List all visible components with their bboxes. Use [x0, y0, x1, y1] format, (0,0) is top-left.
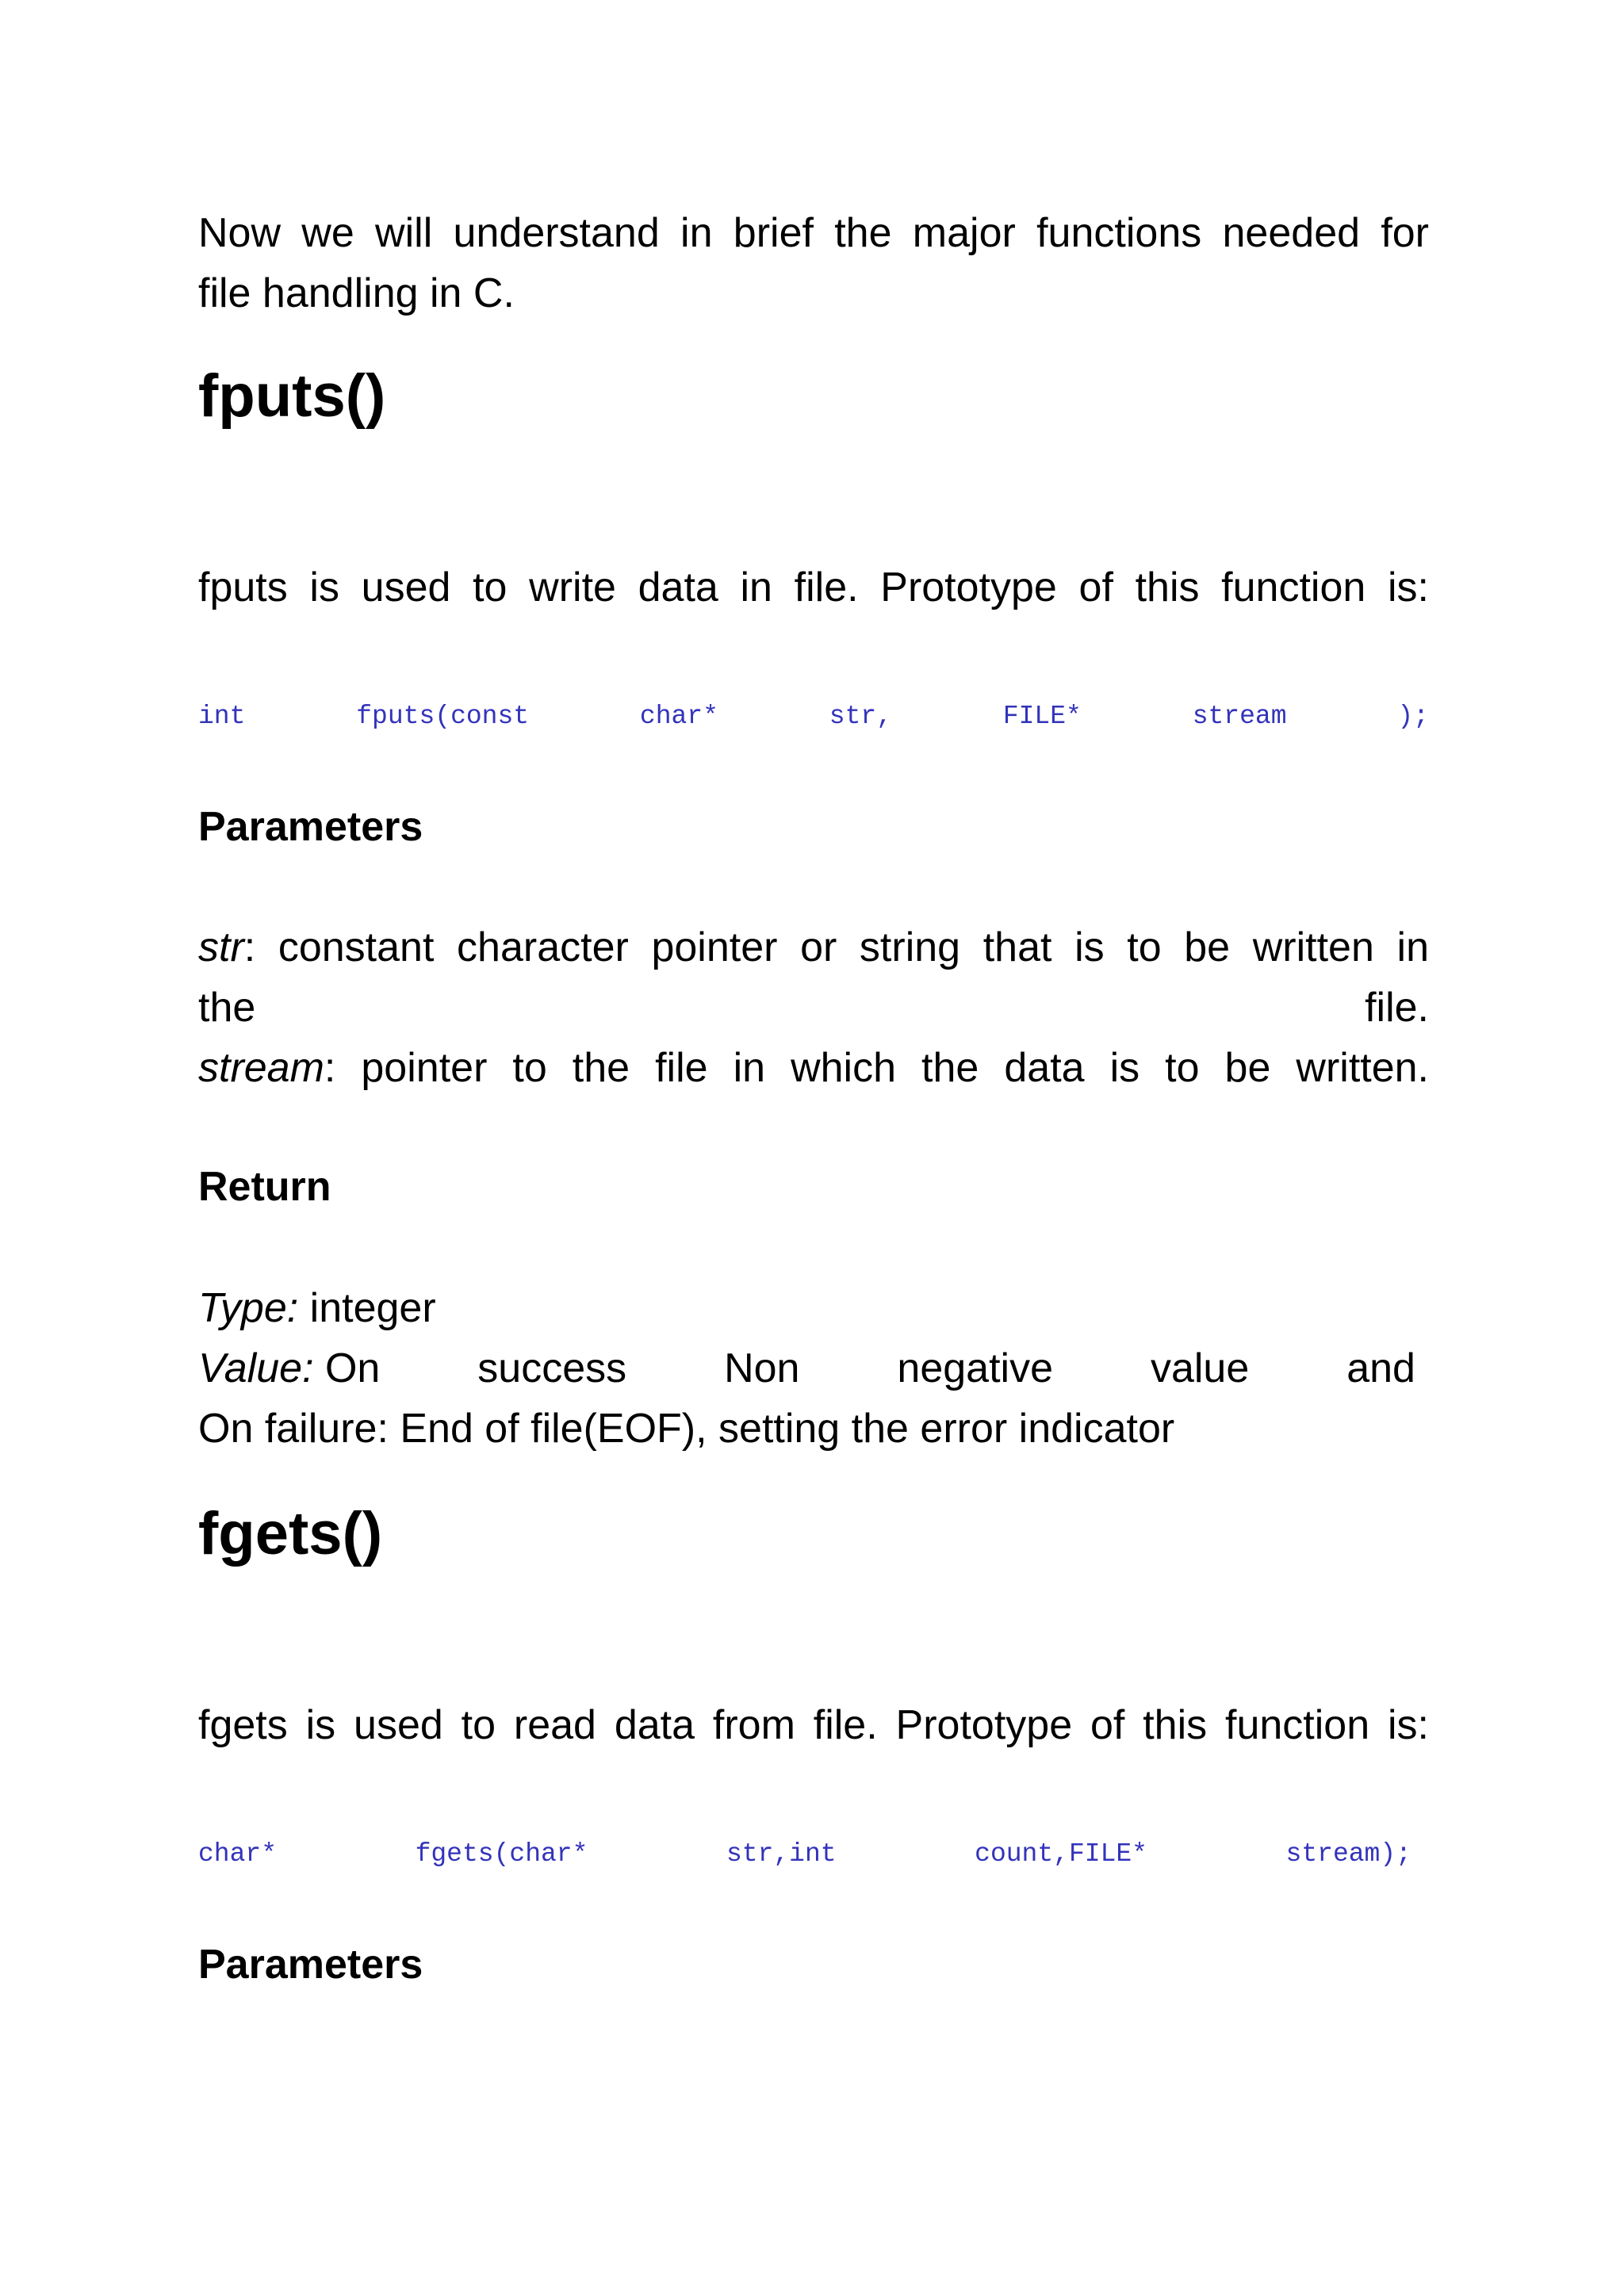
- fputs-heading-block: [198, 361, 1429, 432]
- value-token: success: [477, 1345, 627, 1391]
- param-str-continuation: [198, 978, 1429, 1038]
- fputs-return-heading-block: [198, 1159, 1429, 1215]
- return-type-line: [198, 1278, 1429, 1338]
- param-stream-desc: : pointer to the file in which the data is to be written.: [324, 1045, 1429, 1091]
- fputs-description: fputs is used to write data in file. Prototype of this function is:: [198, 564, 1429, 610]
- code-token: fputs(const: [356, 702, 530, 731]
- param-str-desc: : constant character pointer or string that is to be written in: [243, 924, 1429, 970]
- param-str-name: str: [198, 924, 244, 970]
- code-token: char*: [639, 702, 718, 731]
- fgets-heading-block: [198, 1498, 1429, 1570]
- code-token: FILE*: [1002, 702, 1082, 731]
- return-failure-text: On failure: End of file(EOF), setting the error indicator: [198, 1406, 1175, 1452]
- fputs-return-details: [198, 1278, 1429, 1459]
- code-token: fgets(char*: [415, 1839, 588, 1869]
- fputs-prototype: [198, 699, 1429, 734]
- fgets-description-block: [198, 1695, 1429, 1755]
- param-stream-name: stream: [198, 1045, 324, 1091]
- param-str-cont-right: file.: [1365, 985, 1429, 1031]
- fputs-parameters-heading: Parameters: [198, 804, 423, 850]
- code-token: stream);: [1285, 1839, 1411, 1869]
- fputs-parameters-heading-block: [198, 799, 1429, 855]
- fgets-prototype: [198, 1837, 1411, 1872]
- code-token: char*: [198, 1839, 278, 1869]
- fgets-prototype-line: [198, 1837, 1411, 1872]
- code-token: str,: [829, 702, 892, 731]
- fgets-description: fgets is used to read data from file. Prototype of this function is:: [198, 1702, 1429, 1748]
- return-type-label: Type:: [198, 1285, 299, 1331]
- code-token: count,FILE*: [975, 1839, 1147, 1869]
- fputs-prototype-line: [198, 699, 1429, 734]
- fputs-description-block: [198, 557, 1429, 618]
- intro-line-1: Now we will understand in brief the major functions needed for: [198, 210, 1429, 256]
- value-token: value: [1150, 1345, 1250, 1391]
- return-value-line: [198, 1338, 1415, 1399]
- param-str-cont-left: the: [198, 985, 256, 1031]
- value-token: and: [1346, 1345, 1415, 1391]
- value-token: negative: [897, 1345, 1054, 1391]
- intro-paragraph: [198, 203, 1429, 323]
- code-token: stream: [1192, 702, 1287, 731]
- return-value-label: Value:: [198, 1345, 314, 1391]
- intro-line-2: file handling in C.: [198, 270, 515, 316]
- value-token: On: [324, 1345, 381, 1391]
- code-token: int: [198, 702, 246, 731]
- param-stream-line: [198, 1038, 1429, 1098]
- param-str-line: [198, 917, 1429, 978]
- value-token: Non: [724, 1345, 800, 1391]
- return-failure-line: [198, 1399, 1429, 1459]
- fputs-heading: fputs(): [198, 362, 386, 430]
- return-type-value: integer: [298, 1285, 436, 1331]
- fgets-parameters-heading-block: [198, 1937, 1429, 1992]
- code-token: str,int: [726, 1839, 837, 1869]
- fputs-return-heading: Return: [198, 1164, 331, 1210]
- fgets-heading: fgets(): [198, 1500, 383, 1567]
- fgets-parameters-heading: Parameters: [198, 1942, 423, 1988]
- code-token: );: [1397, 702, 1429, 731]
- fputs-parameters-list: [198, 917, 1429, 1098]
